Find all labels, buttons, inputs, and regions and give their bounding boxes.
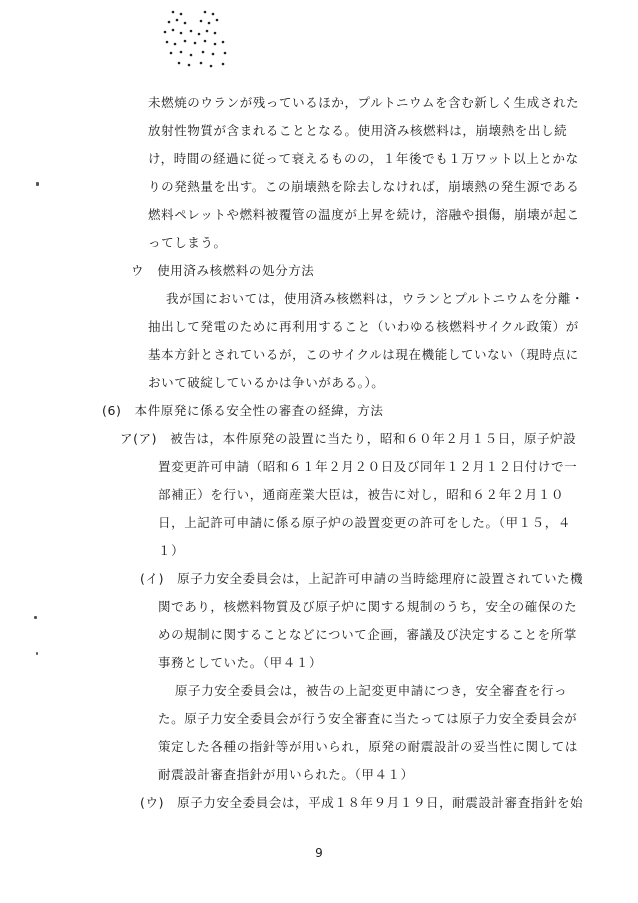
body-line: け，時間の経過に従って衰えるものの，１年後でも１万ワット以上とかな bbox=[148, 151, 579, 166]
body-line: た。原子力安全委員会が行う安全審査に当たっては原子力安全委員会が bbox=[158, 711, 578, 726]
margin-mark bbox=[34, 616, 37, 619]
body-line: 事務としていた。（甲４１） bbox=[158, 655, 323, 670]
body-line: 抽出して発電のために再利用すること（いわゆる核燃料サイクル政策）が bbox=[148, 319, 579, 334]
body-line: 原子力安全委員会は，被告の上記変更申請につき，安全審査を行っ bbox=[175, 683, 568, 698]
punch-hole-dots bbox=[155, 8, 235, 72]
body-line: 放射性物質が含まれることとなる。使用済み核燃料は，崩壊熱を出し続 bbox=[148, 123, 568, 138]
body-line: 燃料ペレットや燃料被覆管の温度が上昇を続け，溶融や損傷，崩壊が起こ bbox=[148, 207, 580, 222]
page-number: 9 bbox=[315, 846, 323, 860]
margin-mark bbox=[36, 652, 38, 655]
body-line: めの規制に関することなどについて企画，審議及び決定することを所掌 bbox=[158, 627, 577, 642]
body-line: りの発熱量を出す。この崩壊熱を除去しなければ，崩壊熱の発生源である bbox=[148, 179, 580, 194]
body-line: ア(ア) 被告は，本件原発の設置に当たり，昭和６０年２月１５日，原子炉設 bbox=[120, 431, 577, 446]
body-line: 耐震設計審査指針が用いられた。（甲４１） bbox=[158, 767, 414, 782]
body-line: 策定した各種の指針等が用いられ，原発の耐震設計の妥当性に関しては bbox=[158, 739, 578, 754]
body-line: １） bbox=[158, 543, 185, 558]
body-line: (イ) 原子力安全委員会は，上記許可申請の当時総理府に設置されていた機 bbox=[140, 571, 584, 586]
body-line: 部補正）を行い，通商産業大臣は，被告に対し，昭和６２年２月１０ bbox=[158, 487, 565, 502]
body-line: (ウ) 原子力安全委員会は，平成１８年９月１９日，耐震設計審査指針を始 bbox=[140, 795, 584, 810]
body-line: 未燃焼のウランが残っているほか，プルトニウムを含む新しく生成された bbox=[148, 95, 580, 110]
body-line: 置変更許可申請（昭和６１年２月２０日及び同年１２月１２日付けで一 bbox=[158, 459, 578, 474]
section-heading: ウ 使用済み核燃料の処分方法 bbox=[131, 263, 315, 278]
body-line: おいて破綻しているかは争いがある。）。 bbox=[148, 375, 385, 390]
body-line: 関であり，核燃料物質及び原子炉に関する規制のうち，安全の確保のた bbox=[158, 599, 578, 614]
body-line: 我が国においては，使用済み核燃料は，ウランとプルトニウムを分離・ bbox=[166, 291, 585, 306]
body-line: ってしまう。 bbox=[148, 235, 227, 250]
section-heading: (6) 本件原発に係る安全性の審査の経緯，方法 bbox=[102, 403, 384, 418]
body-line: 基本方針とされているが，このサイクルは現在機能していない（現時点に bbox=[148, 347, 579, 362]
margin-mark bbox=[36, 182, 39, 186]
body-line: 日，上記許可申請に係る原子炉の設置変更の許可をした。（甲１５，４ bbox=[158, 515, 571, 530]
